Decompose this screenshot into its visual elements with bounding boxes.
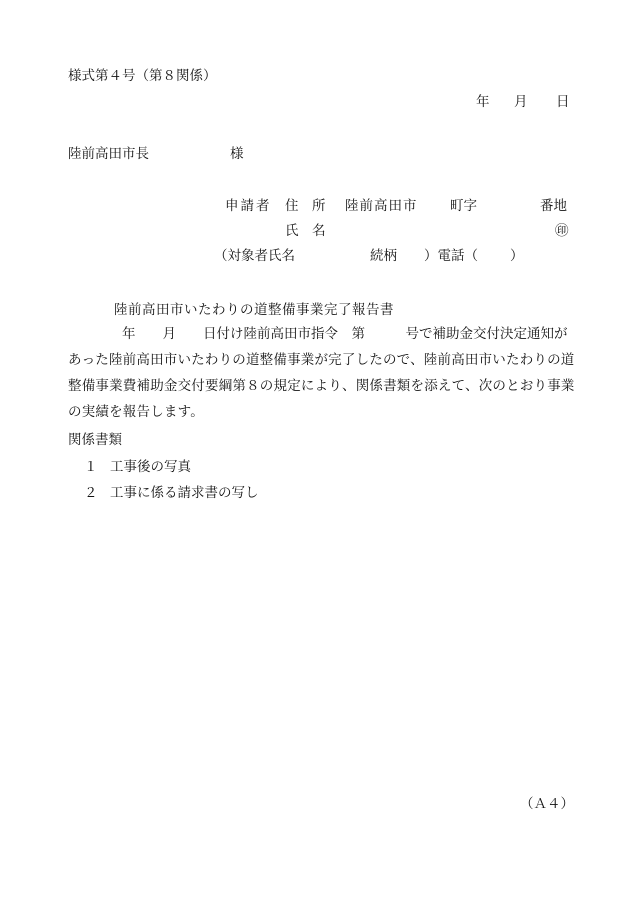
phone-close: ） bbox=[510, 248, 524, 264]
list-item-number: ２ bbox=[84, 485, 98, 501]
list-item-number: １ bbox=[84, 459, 98, 475]
paper-size: （Ａ４） bbox=[520, 796, 574, 812]
addressee-honorific: 様 bbox=[230, 146, 244, 162]
applicant-label: 申請者 bbox=[225, 198, 272, 214]
body-first-line: 年 月 日付け陸前高田市指令 第 号で補助金交付決定通知が bbox=[68, 326, 568, 342]
subject-name-open: （対象者氏名 bbox=[214, 248, 295, 264]
seal-mark: ㊞ bbox=[555, 223, 569, 239]
relation-label: 続柄 bbox=[370, 248, 397, 264]
name-label: 氏 名 bbox=[285, 223, 326, 239]
address-city: 陸前高田市 bbox=[345, 198, 418, 214]
attachments-heading: 関係書類 bbox=[68, 432, 122, 448]
address-town: 町字 bbox=[450, 198, 477, 214]
date-year: 年 bbox=[476, 94, 490, 110]
address-label: 住 所 bbox=[285, 198, 326, 214]
date-day: 日 bbox=[556, 94, 570, 110]
date-month: 月 bbox=[514, 94, 528, 110]
body-paragraph: あった陸前高田市いたわりの道整備事業が完了したので、陸前高田市いたわりの道整備事業費補助金交付要綱第８の規定により、関係書類を添えて、次のとおり事業の実績を報告します。 bbox=[68, 352, 575, 420]
addressee-name: 陸前高田市長 bbox=[68, 146, 149, 162]
list-item-text: 工事後の写真 bbox=[110, 459, 191, 475]
list-item-text: 工事に係る請求書の写し bbox=[110, 485, 259, 501]
form-number: 様式第４号（第８関係） bbox=[68, 68, 217, 84]
address-lot: 番地 bbox=[540, 198, 567, 214]
phone-label: ）電話（ bbox=[424, 248, 478, 264]
report-title: 陸前高田市いたわりの道整備事業完了報告書 bbox=[114, 302, 394, 318]
